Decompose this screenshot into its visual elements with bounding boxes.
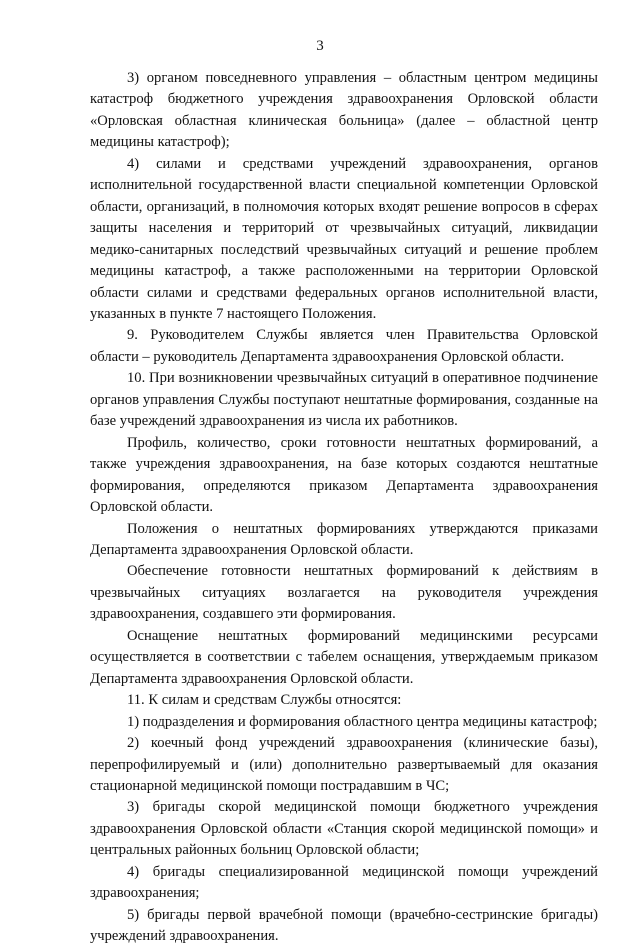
list-item-3: 3) бригады скорой медицинской помощи бюджетного учреждения здравоохранения Орловской области «Станция скорой медицинской помощи» и центральных районных больниц Орловской области;: [90, 799, 598, 859]
list-item-1: 1) подразделения и формирования областного центра медицины катастроф;: [127, 713, 598, 730]
paragraph-section-11: 11. К силам и средствам Службы относятся:: [127, 692, 402, 709]
list-item-4: 4) бригады специализированной медицинской помощи учреждений здравоохранения;: [90, 863, 598, 902]
list-item-5: 5) бригады первой врачебной помощи (врачебно-сестринские бригады) учреждений здравоохранения.: [90, 906, 598, 945]
paragraph-section-10: 10. При возникновении чрезвычайных ситуаций в оперативное подчинение органов управления Службы поступают нештатные формирования, созданные на базе учреждений здравоохранения из числа их работников.: [90, 370, 598, 430]
paragraph-equipment: Оснащение нештатных формирований медицинскими ресурсами осуществляется в соответствии с табелем оснащения, утверждаемым приказом Департамента здравоохранения Орловской области.: [90, 627, 598, 687]
document-body: [90, 68, 598, 948]
paragraph-readiness: Обеспечение готовности нештатных формирований к действиям в чрезвычайных ситуациях возлагается на руководителя учреждения здравоохранения, создавшего эти формирования.: [90, 563, 598, 623]
paragraph-item-4: 4) силами и средствами учреждений здравоохранения, органов исполнительной государственной власти специальной компетенции Орловской области, организаций, в полномочия которых входят решение вопросов в сферах защиты населения и территорий от чрезвычайных ситуаций, ликвидации медико-санитарных последствий чрезвычайных ситуаций и решение проблем медицины катастроф, а также расположенными на территории Орловской области силами и средствами федеральных органов исполнительной власти, указанных в пункте 7 настоящего Положения.: [90, 155, 598, 322]
list-item-2: 2) коечный фонд учреждений здравоохранения (клинические базы), перепрофилируемый и (или) дополнительно развертываемый для оказания стационарной медицинской помощи пострадавшим в ЧС;: [90, 735, 598, 794]
paragraph-profile: Профиль, количество, сроки готовности нештатных формирований, а также учреждения здравоохранения, на базе которых создаются нештатные формирования, определяются приказом Департамента здравоохранения Орловской области.: [90, 434, 598, 516]
paragraph-item-3: 3) органом повседневного управления – областным центром медицины катастроф бюджетного учреждения здравоохранения Орловской области «Орловская областная клиническая больница» (далее – областной центр медицины катастроф);: [90, 70, 598, 151]
paragraph-regulations: Положения о нештатных формированиях утверждаются приказами Департамента здравоохранения Орловской области.: [90, 520, 598, 558]
paragraph-section-9: 9. Руководителем Службы является член Правительства Орловской области – руководитель Департамента здравоохранения Орловской области.: [90, 327, 598, 365]
page-number: 3: [316, 38, 324, 54]
